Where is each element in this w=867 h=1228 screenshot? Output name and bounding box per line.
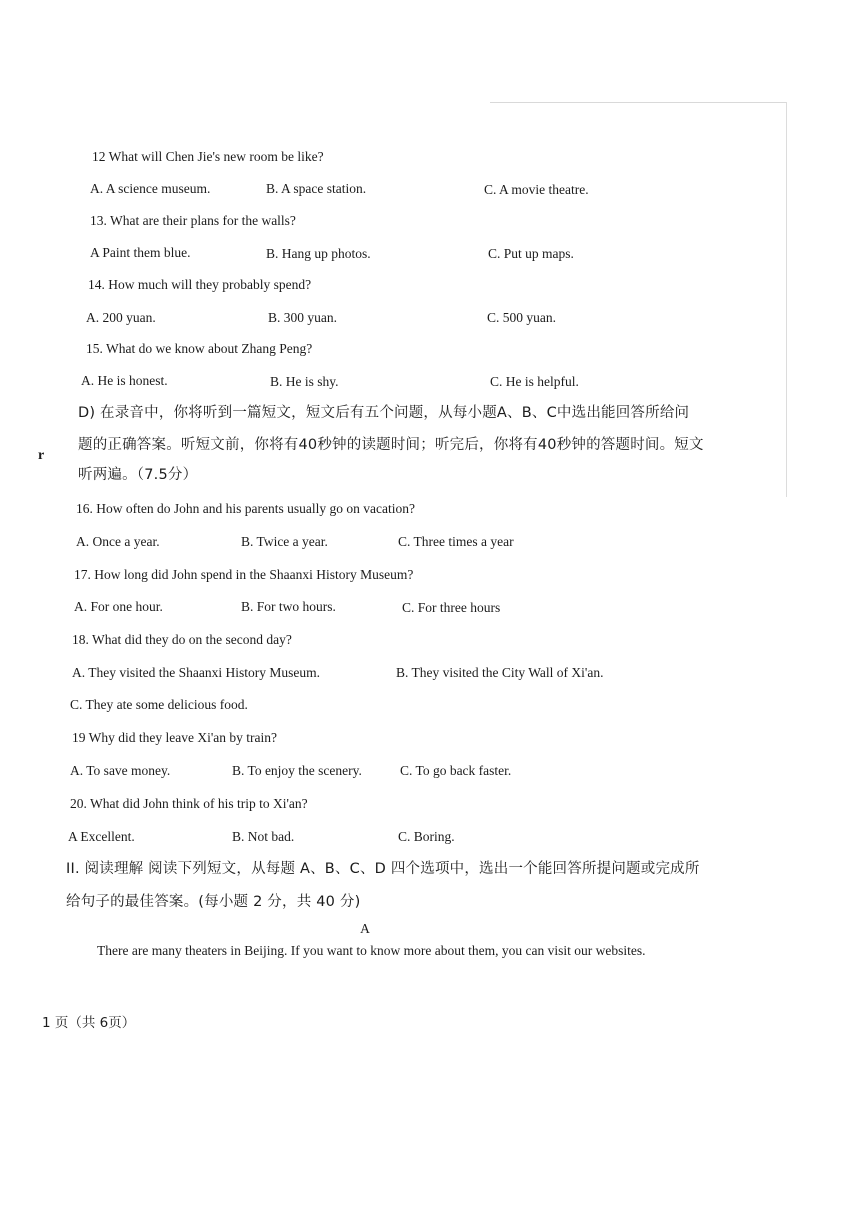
question-15-option-c: C. He is helpful.: [490, 374, 579, 389]
question-19-option-b: B. To enjoy the scenery.: [232, 763, 362, 778]
question-17-option-a: A. For one hour.: [74, 599, 163, 614]
question-13-option-b: B. Hang up photos.: [266, 246, 371, 261]
section-ii-instruction-line-1: II. 阅读理解 阅读下列短文，从每题 A、B、C、D 四个选项中，选出一个能回答所提问题或完成所: [66, 861, 700, 877]
question-14-option-c: C. 500 yuan.: [487, 310, 556, 325]
question-17-option-c: C. For three hours: [402, 600, 501, 615]
question-14-option-b: B. 300 yuan.: [268, 310, 337, 325]
question-20-option-c: C. Boring.: [398, 829, 455, 844]
section-ii-instruction-line-2: 给句子的最佳答案。(每小题 2 分，共 40 分): [66, 894, 361, 910]
question-16-option-a: A. Once a year.: [76, 534, 160, 549]
question-15-option-b: B. He is shy.: [270, 374, 339, 389]
question-12-stem: 12 What will Chen Jie's new room be like?: [92, 149, 324, 164]
question-19-stem: 19 Why did they leave Xi'an by train?: [72, 730, 277, 745]
question-20-option-b: B. Not bad.: [232, 829, 295, 844]
question-18-option-a: A. They visited the Shaanxi History Museum.: [72, 665, 320, 680]
margin-mark: r: [38, 448, 45, 463]
question-13-option-c: C. Put up maps.: [488, 246, 574, 261]
question-18-option-b: B. They visited the City Wall of Xi'an.: [396, 665, 604, 680]
scan-edge-line: [490, 102, 786, 103]
passage-a-text: There are many theaters in Beijing. If you want to know more about them, you can visit our websites.: [97, 943, 646, 958]
question-19-option-c: C. To go back faster.: [400, 763, 512, 778]
question-20-stem: 20. What did John think of his trip to Xi'an?: [70, 796, 308, 811]
question-20-option-a: A Excellent.: [68, 829, 135, 844]
question-18-stem: 18. What did they do on the second day?: [72, 632, 292, 647]
section-d-instruction-line-2: 题的正确答案。听短文前，你将有40秒钟的读题时间；听完后，你将有40秒钟的答题时间。短文: [78, 437, 704, 453]
question-12-option-c: C. A movie theatre.: [484, 182, 589, 197]
question-17-option-b: B. For two hours.: [241, 599, 336, 614]
question-16-option-c: C. Three times a year: [398, 534, 514, 549]
question-15-option-a: A. He is honest.: [81, 373, 168, 388]
question-13-stem: 13. What are their plans for the walls?: [90, 213, 296, 228]
section-d-instruction-line-3: 听两遍。（7.5分）: [78, 467, 198, 483]
question-16-stem: 16. How often do John and his parents usually go on vacation?: [76, 501, 415, 516]
section-d-instruction-line-1: D) 在录音中，你将听到一篇短文，短文后有五个问题，从每小题A、B、C中选出能回答所给问: [78, 405, 690, 421]
question-12-option-b: B. A space station.: [266, 181, 367, 196]
question-13-option-a: A Paint them blue.: [90, 245, 191, 260]
page-footer: 1 页（共 6页）: [42, 1015, 136, 1031]
question-12-option-a: A. A science museum.: [90, 181, 211, 196]
question-18-option-c: C. They ate some delicious food.: [70, 697, 248, 712]
passage-a-label: A: [360, 921, 370, 936]
question-16-option-b: B. Twice a year.: [241, 534, 328, 549]
question-19-option-a: A. To save money.: [70, 763, 171, 778]
question-14-option-a: A. 200 yuan.: [86, 310, 156, 325]
scan-edge-line: [786, 102, 787, 497]
question-15-stem: 15. What do we know about Zhang Peng?: [86, 341, 313, 356]
question-17-stem: 17. How long did John spend in the Shaanxi History Museum?: [74, 567, 414, 582]
question-14-stem: 14. How much will they probably spend?: [88, 277, 312, 292]
